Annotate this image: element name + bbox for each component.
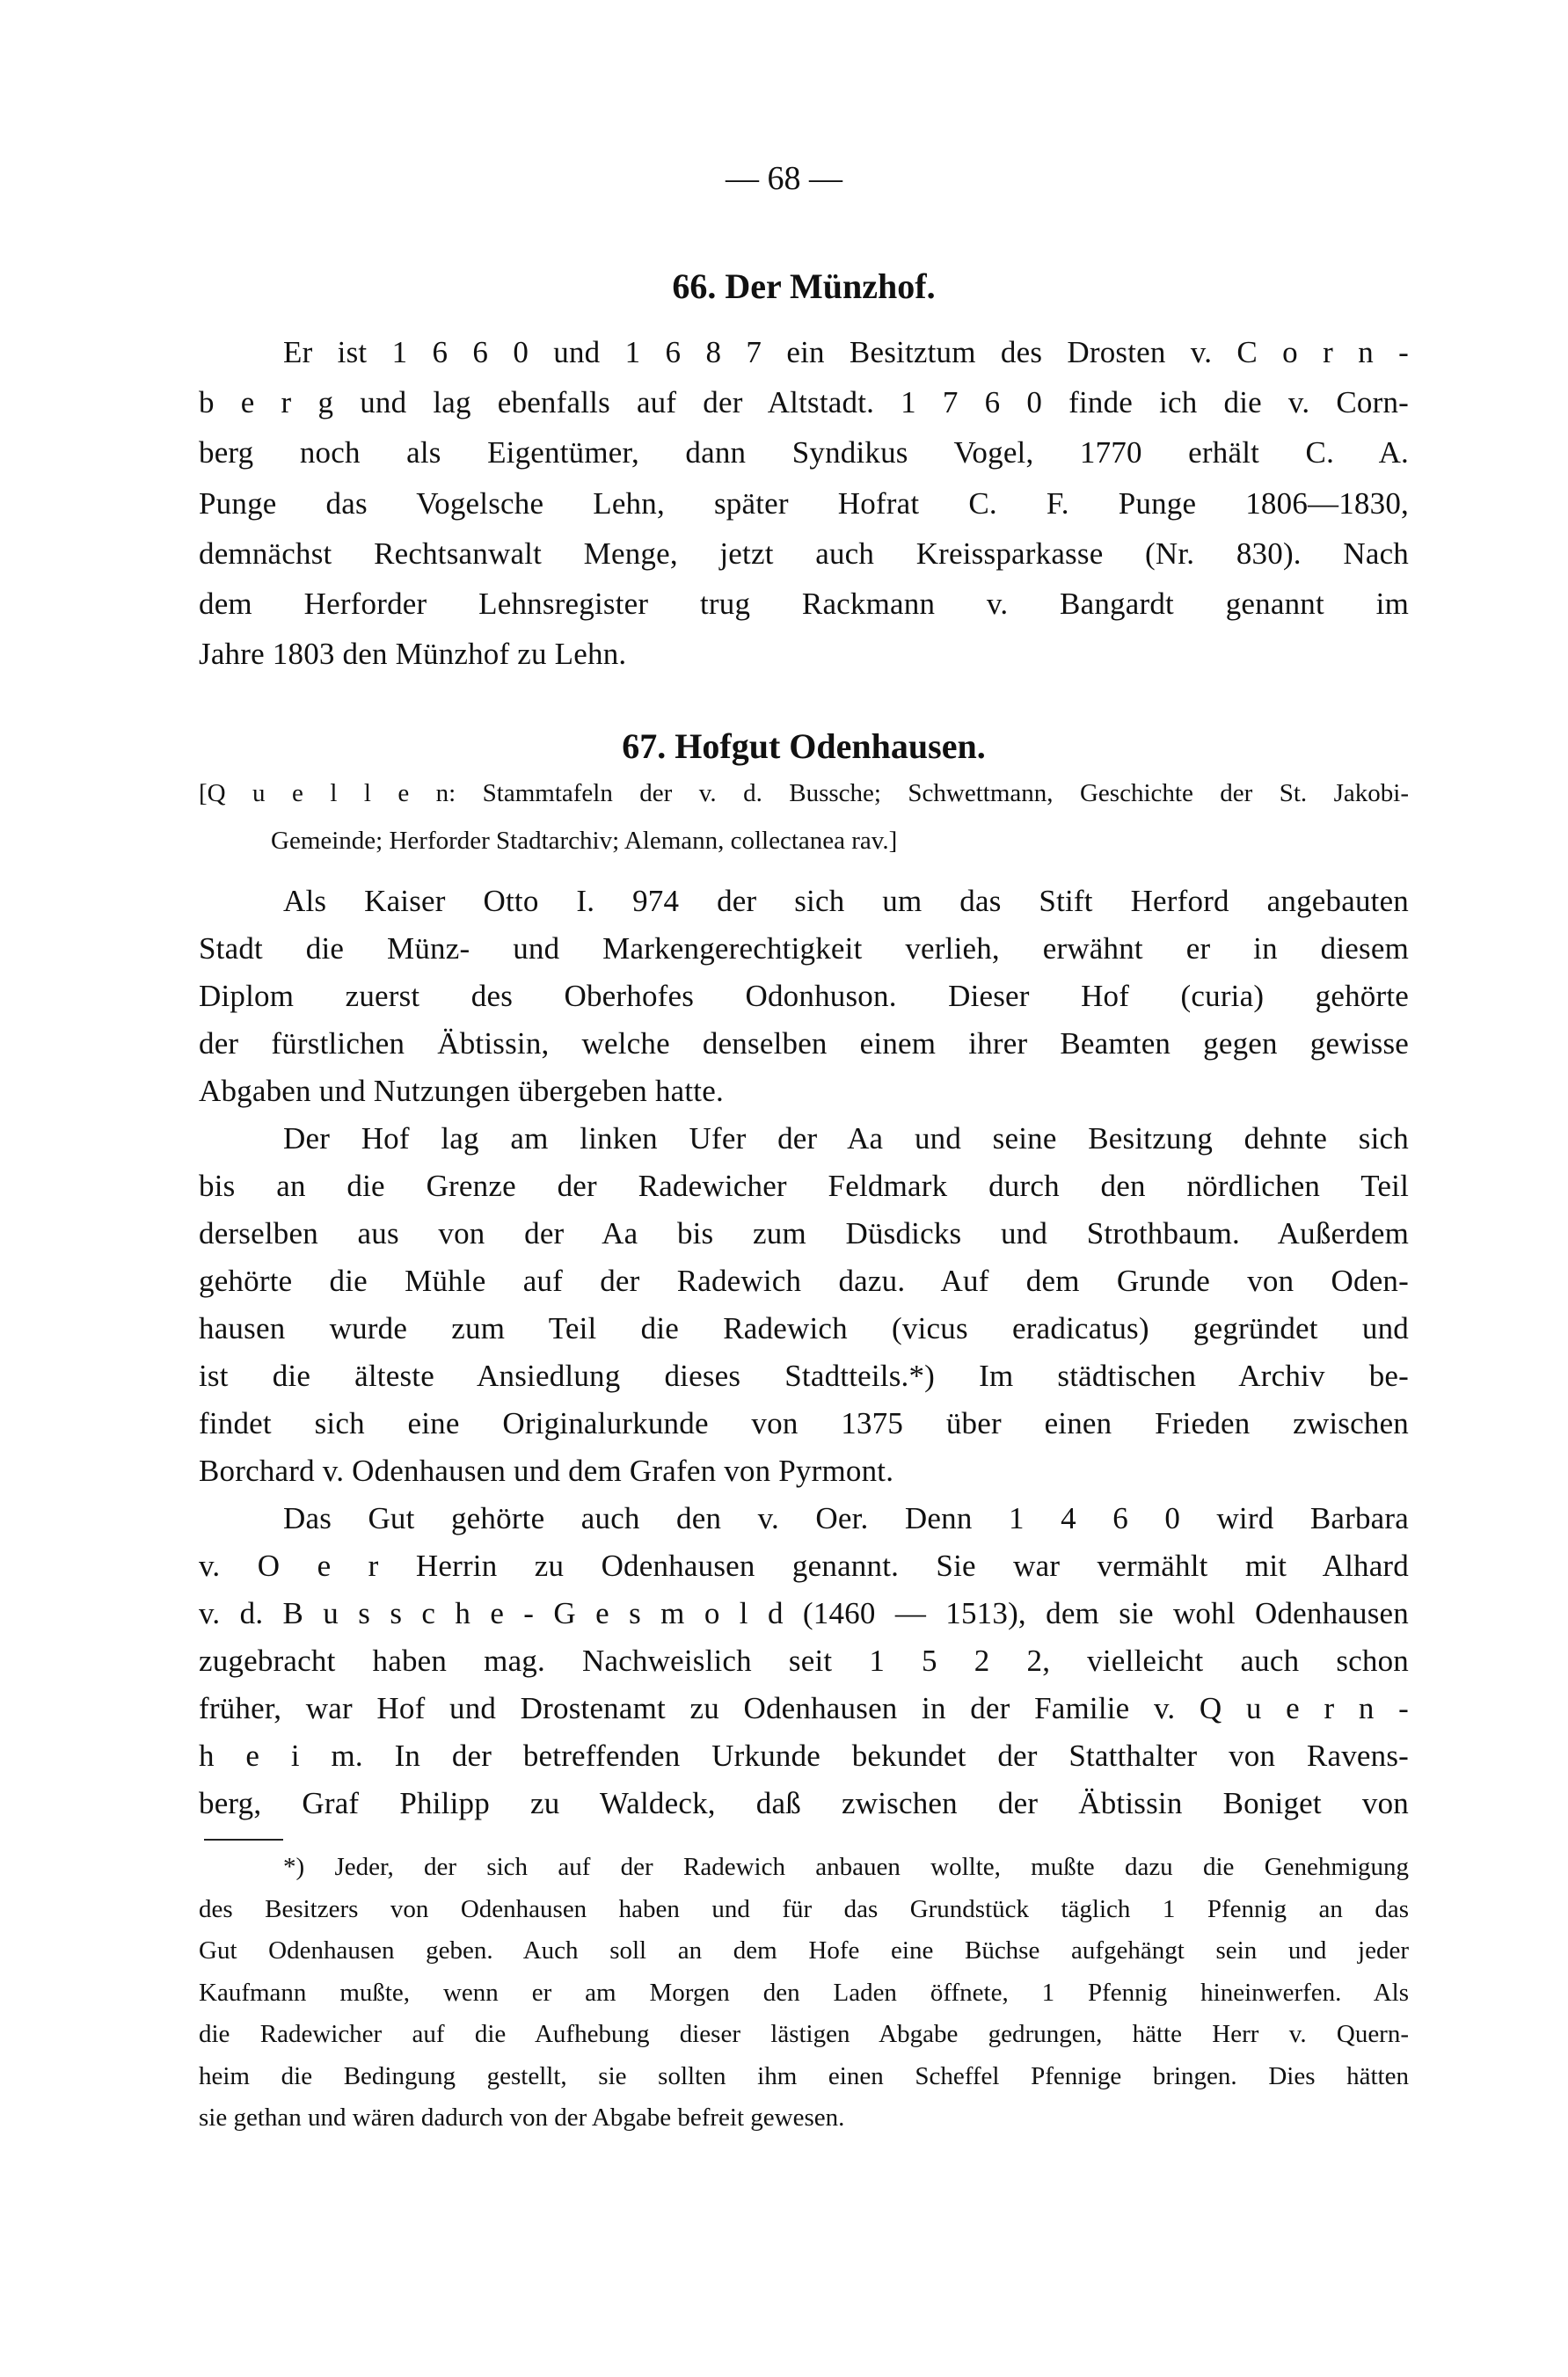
page-number: — 68 — <box>726 160 842 197</box>
text-line: heim die Bedingung gestellt, sie sollten ihm einen Scheffel Pfennige bringen. Dies hätten <box>199 2061 1409 2090</box>
sources-note <box>199 769 1409 864</box>
text-line: Stadt die Münz- und Markengerechtigkeit verlieh, erwähnt er in diesem <box>199 931 1409 966</box>
section-heading-66: 66. Der Münzhof. <box>672 266 936 306</box>
section-heading-67: 67. Hofgut Odenhausen. <box>622 726 986 766</box>
text-line: Abgaben und Nutzungen übergeben hatte. <box>199 1074 724 1108</box>
text-line: Er ist 1 6 6 0 und 1 6 8 7 ein Besitztum des Drosten v. C o r n - <box>283 335 1409 369</box>
footnote <box>199 1847 1409 2140</box>
text-line: findet sich eine Originalurkunde von 1375 über einen Frieden zwischen <box>199 1406 1409 1440</box>
text-line: berg, Graf Philipp zu Waldeck, daß zwischen der Äbtissin Boniget von <box>199 1786 1409 1820</box>
text-line: Gut Odenhausen geben. Auch soll an dem Hofe eine Büchse aufgehängt sein und jeder <box>199 1936 1409 1965</box>
text-line: zugebracht haben mag. Nachweislich seit 1 5 2 2, vielleicht auch schon <box>199 1644 1409 1678</box>
text-line: v. d. B u s s c h e - G e s m o l d (1460 — 1513), dem sie wohl Odenhausen <box>199 1596 1409 1630</box>
text-line: *) Jeder, der sich auf der Radewich anbauen wollte, mußte dazu die Genehmigung <box>283 1853 1409 1881</box>
text-line: bis an die Grenze der Radewicher Feldmark durch den nördlichen Teil <box>199 1169 1409 1203</box>
text-line: Der Hof lag am linken Ufer der Aa und seine Besitzung dehnte sich <box>283 1121 1409 1156</box>
section-66-paragraph <box>199 327 1409 679</box>
text-line: Als Kaiser Otto I. 974 der sich um das Stift Herford angebauten <box>283 884 1409 918</box>
text-line: der fürstlichen Äbtissin, welche denselben einem ihrer Beamten gegen gewisse <box>199 1026 1409 1061</box>
text-line: früher, war Hof und Drostenamt zu Odenhausen in der Familie v. Q u e r n - <box>199 1691 1409 1725</box>
text-line: Punge das Vogelsche Lehn, später Hofrat C. F. Punge 1806—1830, <box>199 485 1409 521</box>
text-line: ist die älteste Ansiedlung dieses Stadtteils.*) Im städtischen Archiv be- <box>199 1359 1409 1393</box>
text-line: demnächst Rechtsanwalt Menge, jetzt auch Kreissparkasse (Nr. 830). Nach <box>199 536 1409 571</box>
text-line: berg noch als Eigentümer, dann Syndikus Vogel, 1770 erhält C. A. <box>199 435 1409 470</box>
text-line: sie gethan und wären dadurch von der Abgabe befreit gewesen. <box>199 2104 845 2132</box>
text-line: die Radewicher auf die Aufhebung dieser lästigen Abgabe gedrungen, hätte Herr v. Quern- <box>199 2020 1409 2048</box>
text-line: Das Gut gehörte auch den v. Oer. Denn 1 4 6 0 wird Barbara <box>283 1501 1409 1535</box>
text-line: gehörte die Mühle auf der Radewich dazu. Auf dem Grunde von Oden- <box>199 1264 1409 1298</box>
text-line: v. O e r Herrin zu Odenhausen genannt. Sie war vermählt mit Alhard <box>199 1549 1409 1583</box>
section-67-text <box>199 878 1409 1827</box>
text-line: b e r g und lag ebenfalls auf der Altstadt. 1 7 6 0 finde ich die v. Corn- <box>199 385 1409 420</box>
text-line: Kaufmann mußte, wenn er am Morgen den Laden öffnete, 1 Pfennig hineinwerfen. Als <box>199 1978 1409 2007</box>
text-line: des Besitzers von Odenhausen haben und für das Grundstück täglich 1 Pfennig an das <box>199 1894 1409 1923</box>
text-line: Borchard v. Odenhausen und dem Grafen von Pyrmont. <box>199 1454 894 1488</box>
footnote-rule <box>204 1839 283 1841</box>
text-line: [Q u e l l e n: Stammtafeln der v. d. Bussche; Schwettmann, Geschichte der St. Jakobi- <box>199 779 1409 807</box>
text-line: Gemeinde; Herforder Stadtarchiv; Alemann, collectanea rav.] <box>271 827 898 855</box>
text-line: dem Herforder Lehnsregister trug Rackmann v. Bangardt genannt im <box>199 586 1409 621</box>
text-line: h e i m. In der betreffenden Urkunde bekundet der Statthalter von Ravens- <box>199 1739 1409 1773</box>
text-line: hausen wurde zum Teil die Radewich (vicus eradicatus) gegründet und <box>199 1311 1409 1345</box>
text-line: Diplom zuerst des Oberhofes Odonhuson. Dieser Hof (curia) gehörte <box>199 979 1409 1013</box>
text-line: Jahre 1803 den Münzhof zu Lehn. <box>199 637 627 672</box>
text-line: derselben aus von der Aa bis zum Düsdicks und Strothbaum. Außerdem <box>199 1216 1409 1250</box>
